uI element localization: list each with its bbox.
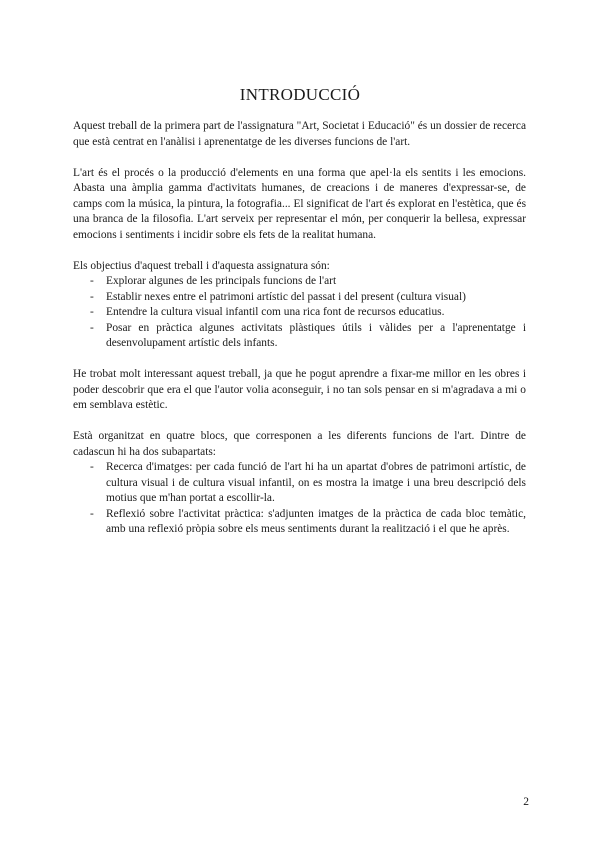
- list-item: - Recerca d'imatges: per cada funció de l'art hi ha un apartat d'obres de patrimoni artístic, de cultura visual i de cultura visual infantil, on es mostra la imatge i una breu descripció dels motius que m'han portat a escollir-la.: [73, 460, 526, 507]
- list-item: - Reflexió sobre l'activitat pràctica: s'adjunten imatges de la pràctica de cada bloc temàtic, amb una reflexió pròpia sobre els meus sentiments durant la realització i el que he après.: [73, 507, 526, 538]
- list-item: - Explorar algunes de les principals funcions de l'art: [73, 274, 526, 290]
- intro-paragraph: Aquest treball de la primera part de l'assignatura "Art, Societat i Educació" és un dossier de recerca que està centrat en l'anàlisi i aprenentatge de les diverses funcions de l'art.: [73, 120, 526, 148]
- objectives-list: [73, 274, 526, 352]
- page-title: INTRODUCCIÓ: [239, 85, 361, 105]
- page-number: 2: [523, 796, 529, 808]
- reflection-paragraph: He trobat molt interessant aquest treball, ja que he pogut aprendre a fixar-me millor en les obres i poder descobrir que era el que l'autor volia aconseguir, i no tan sols pensar en si m'agradava a mi o em semblava estètic.: [73, 368, 526, 411]
- objectives-intro: Els objectius d'aquest treball i d'aquesta assignatura són:: [73, 259, 330, 272]
- subsections-list: [73, 460, 526, 538]
- art-definition-paragraph: L'art és el procés o la producció d'elements en una forma que apel·la els sentits i les emocions. Abasta una àmplia gamma d'activitats humanes, de creacions i de maneres d'expressar-se, de camps com la música, la pintura, la fotografia... El significat de l'art és explorat en l'estètica, que és una branca de la filosofia. L'art serveix per representar el món, per conquerir la bellesa, expressar emocions i sentiments i incidir sobre els fets de la realitat humana.: [73, 166, 526, 241]
- list-item: - Entendre la cultura visual infantil com una rica font de recursos educatius.: [73, 305, 526, 321]
- body-text: [73, 119, 526, 553]
- list-item: - Establir nexes entre el patrimoni artístic del passat i del present (cultura visual): [73, 290, 526, 306]
- structure-intro: Està organitzat en quatre blocs, que corresponen a les diferents funcions de l'art. Dintre de cadascun hi ha dos subapartats:: [73, 430, 526, 458]
- list-item: - Posar en pràctica algunes activitats plàstiques útils i vàlides per a l'aprenentatge i desenvolupament artístic dels infants.: [73, 321, 526, 352]
